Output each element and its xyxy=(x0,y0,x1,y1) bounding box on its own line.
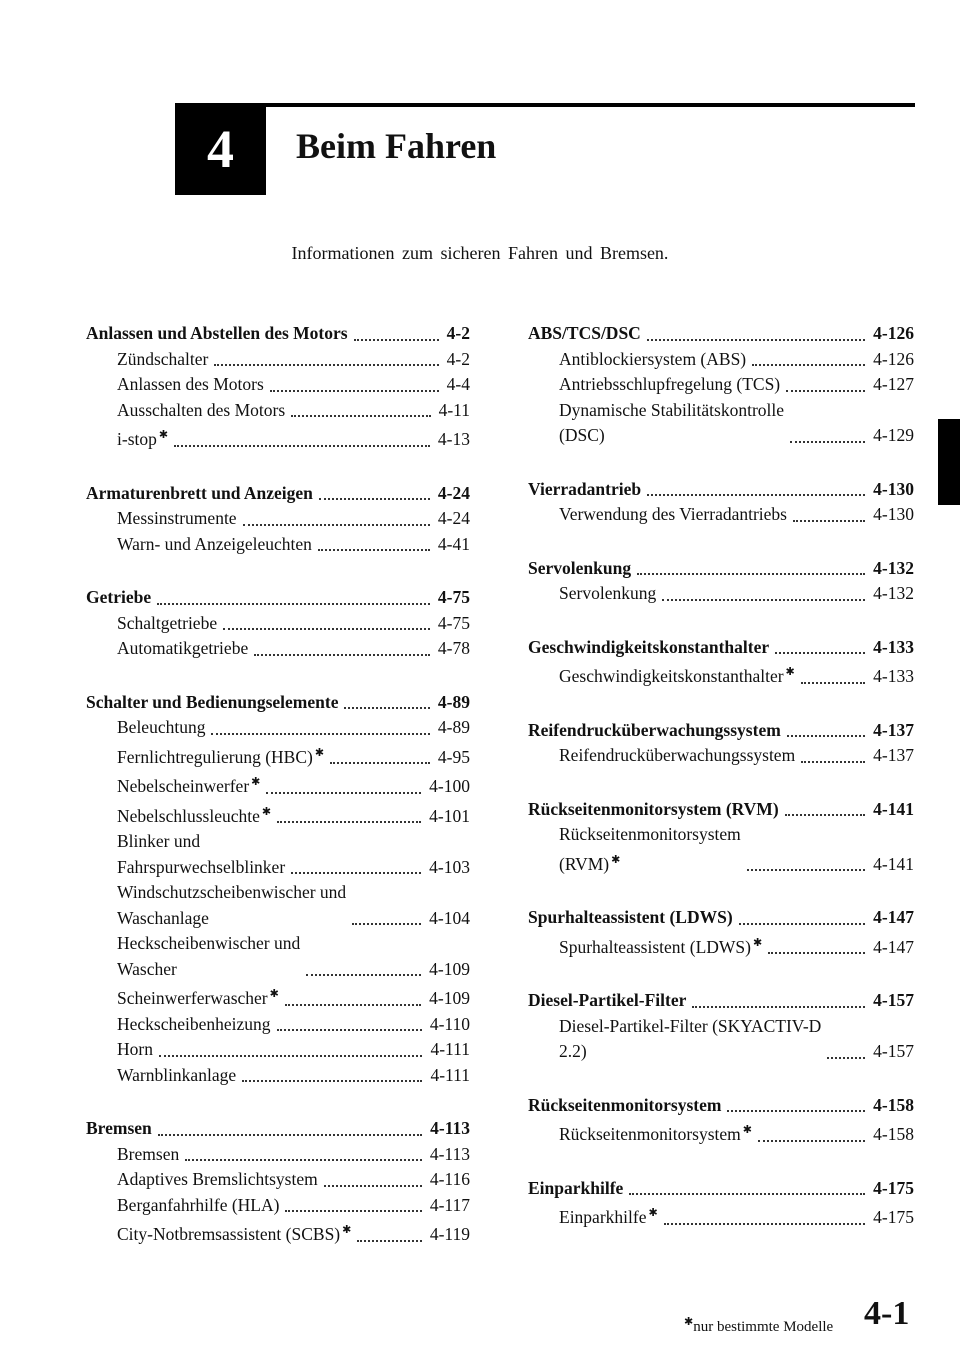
dot-leader xyxy=(214,364,438,366)
dot-leader xyxy=(785,814,866,816)
toc-entry-label xyxy=(117,636,248,662)
toc-entry[interactable] xyxy=(86,636,470,662)
toc-page-ref: 4-157 xyxy=(873,990,914,1010)
dot-leader xyxy=(647,339,865,341)
toc-right-column xyxy=(528,321,914,1259)
toc-section xyxy=(528,635,914,690)
toc-entry[interactable] xyxy=(528,1014,914,1065)
toc-entry-label xyxy=(559,822,741,877)
toc-entry-label xyxy=(117,423,168,453)
toc-label-text: Spurhalteassistent (LDWS) xyxy=(528,907,733,927)
toc-page-ref: 4-129 xyxy=(873,425,914,445)
dot-leader xyxy=(801,761,865,763)
toc-page-ref: 4-158 xyxy=(873,1124,914,1144)
dot-leader xyxy=(727,1110,865,1112)
toc-entry[interactable] xyxy=(528,822,914,877)
toc-page-ref: 4-89 xyxy=(437,691,470,712)
toc-entry-label xyxy=(559,1118,752,1148)
toc-entry[interactable] xyxy=(86,1142,470,1168)
dot-leader xyxy=(285,1004,421,1006)
toc-section-title xyxy=(528,988,686,1014)
toc-section-title xyxy=(528,905,733,931)
toc-section xyxy=(86,690,470,1089)
toc-page-ref: 4-41 xyxy=(437,533,470,554)
toc-page-ref: 4-89 xyxy=(437,717,470,737)
asterisk-icon: ✱ xyxy=(251,776,261,788)
toc-entry[interactable] xyxy=(86,1193,470,1219)
toc-label-text: Antriebsschlupfregelung (TCS) xyxy=(559,374,781,394)
toc-label-text: Anlassen des Motors xyxy=(117,374,264,394)
toc-label-text: Schaltgetriebe xyxy=(117,612,218,633)
toc-page-ref: 4-137 xyxy=(873,745,914,765)
toc-label-text: Rückseitenmonitorsystem (RVM) xyxy=(559,824,741,874)
toc-entry-label xyxy=(117,1063,236,1089)
dot-leader xyxy=(758,1140,865,1142)
toc-label-text: Nebelscheinwerfer xyxy=(117,776,250,796)
toc-page-ref: 4-175 xyxy=(873,1207,914,1227)
toc-label-text: Einparkhilfe xyxy=(528,1177,624,1198)
toc-entry-label xyxy=(559,581,656,607)
toc-section xyxy=(528,1176,914,1231)
toc-section-heading[interactable] xyxy=(528,635,914,661)
dot-leader xyxy=(211,733,429,735)
toc-section xyxy=(528,1093,914,1148)
toc-label-text: Rückseitenmonitorsystem (RVM) xyxy=(528,798,779,819)
toc-page-ref: 4-95 xyxy=(437,746,470,767)
dot-leader xyxy=(647,494,865,496)
toc-page-ref: 4-103 xyxy=(429,856,470,877)
toc-label-text: Bremsen xyxy=(86,1118,152,1138)
dot-leader xyxy=(285,1210,421,1212)
toc-label-text: Reifendrucküberwachungssystem xyxy=(528,719,781,740)
toc-section-heading[interactable] xyxy=(86,481,470,507)
toc-label-text: Antiblockiersystem (ABS) xyxy=(559,348,747,369)
dot-leader xyxy=(277,1029,422,1031)
toc-entry-label xyxy=(559,743,795,769)
toc-label-text: Windschutzscheibenwischer und Waschanlage xyxy=(117,882,347,928)
dot-leader xyxy=(223,628,430,630)
toc-page-ref: 4-141 xyxy=(873,853,914,874)
toc-section-title xyxy=(528,635,769,661)
page-number: 4-1 xyxy=(864,1295,910,1332)
toc-entry[interactable] xyxy=(528,931,914,961)
toc-entry-label xyxy=(117,1037,153,1063)
toc-section-title xyxy=(86,321,348,347)
toc-entry[interactable] xyxy=(86,1218,470,1248)
toc-page-ref: 4-147 xyxy=(873,936,914,957)
toc-entry[interactable] xyxy=(528,372,914,398)
toc-entry-label xyxy=(117,398,285,424)
dot-leader xyxy=(254,654,430,656)
toc-section-heading[interactable] xyxy=(528,1093,914,1119)
toc-section-title xyxy=(528,1093,721,1119)
toc-page-ref: 4-133 xyxy=(873,636,914,657)
toc-section-heading[interactable] xyxy=(528,797,914,823)
toc-entry[interactable] xyxy=(528,1118,914,1148)
toc-page-ref: 4-111 xyxy=(430,1039,470,1059)
dot-leader xyxy=(775,652,865,654)
toc-label-text: Diesel-Partikel-Filter (SKYACTIV-D 2.2) xyxy=(559,1015,822,1061)
dot-leader xyxy=(291,872,421,874)
toc-page-ref: 4-126 xyxy=(873,348,914,369)
toc-entry-label xyxy=(117,770,260,800)
toc-label-text: Scheinwerferwascher xyxy=(117,988,268,1008)
toc-entry-label xyxy=(117,1218,351,1248)
toc-page-ref: 4-117 xyxy=(429,1194,470,1215)
toc-page-ref: 4-104 xyxy=(429,907,470,928)
toc-label-text: Einparkhilfe xyxy=(559,1207,647,1227)
dot-leader xyxy=(354,339,439,341)
asterisk-icon: ✱ xyxy=(752,936,763,949)
toc-section-heading[interactable] xyxy=(86,690,470,716)
dot-leader xyxy=(291,415,430,417)
dot-leader xyxy=(662,599,865,601)
toc-label-text: ABS/TCS/DSC xyxy=(528,323,641,343)
toc-page-ref: 4-113 xyxy=(430,1118,470,1138)
asterisk-icon: ✱ xyxy=(158,429,169,441)
toc-entry-label xyxy=(117,1012,271,1038)
dot-leader xyxy=(344,707,429,709)
toc-label-text: Blinker und Fahrspurwechselblinker xyxy=(117,831,286,877)
toc-section-title xyxy=(86,585,151,611)
toc-section-title xyxy=(528,556,631,582)
toc-section-title xyxy=(86,690,338,716)
toc-entry-label xyxy=(117,931,300,982)
toc-label-text: Rückseitenmonitorsystem xyxy=(559,1124,741,1144)
toc-entry[interactable] xyxy=(86,770,470,800)
toc-label-text: Geschwindigkeitskonstanthalter xyxy=(528,636,770,657)
toc-entry[interactable] xyxy=(86,1037,470,1063)
toc-section-title xyxy=(86,481,313,507)
toc-page-ref: 4-175 xyxy=(873,1177,914,1198)
toc-section-heading[interactable] xyxy=(86,1116,470,1142)
toc-section-title xyxy=(86,1116,152,1142)
toc-label-text: Bremsen xyxy=(117,1143,180,1164)
toc-label-text: Servolenkung xyxy=(528,557,632,578)
asterisk-icon: ✱ xyxy=(269,988,279,1000)
toc-entry-label xyxy=(117,982,279,1012)
toc-section xyxy=(528,905,914,960)
toc-entry[interactable] xyxy=(86,982,470,1012)
toc-page-ref: 4-78 xyxy=(437,638,470,658)
toc-entry-label xyxy=(117,372,264,398)
toc-entry-label xyxy=(559,931,762,961)
toc-entry[interactable] xyxy=(86,398,470,424)
dot-leader xyxy=(159,1055,423,1057)
dot-leader xyxy=(692,1006,865,1008)
toc-entry[interactable] xyxy=(86,611,470,637)
toc-page-ref: 4-109 xyxy=(429,988,470,1008)
toc-page-ref: 4-13 xyxy=(437,429,470,449)
toc-page-ref: 4-141 xyxy=(873,798,914,819)
dot-leader xyxy=(277,821,421,823)
toc-entry[interactable] xyxy=(86,931,470,982)
toc-entry-label xyxy=(117,347,208,373)
toc-section xyxy=(528,477,914,528)
toc-page-ref: 4-126 xyxy=(873,323,914,343)
toc-entry[interactable] xyxy=(86,880,470,931)
toc-entry[interactable] xyxy=(86,1063,470,1089)
dot-leader xyxy=(319,498,430,500)
toc-section-heading[interactable] xyxy=(528,321,914,347)
toc-page-ref: 4-130 xyxy=(873,478,914,499)
toc-entry-label xyxy=(559,660,795,690)
toc-section xyxy=(528,797,914,878)
toc-page-ref: 4-113 xyxy=(429,1143,470,1164)
toc-page-ref: 4-24 xyxy=(437,508,470,528)
dot-leader xyxy=(786,390,865,392)
toc-entry[interactable] xyxy=(86,741,470,771)
dot-leader xyxy=(629,1193,865,1195)
toc-entry-label xyxy=(117,880,346,931)
dot-leader xyxy=(306,974,421,976)
toc-label-text: Zündschalter xyxy=(117,348,209,369)
chapter-number: 4 xyxy=(207,119,234,179)
toc-page-ref: 4-119 xyxy=(429,1224,470,1244)
toc-label-text: Warnblinkanlage xyxy=(117,1064,237,1085)
toc-page-ref: 4-127 xyxy=(873,374,914,394)
toc-label-text: Berganfahrhilfe (HLA) xyxy=(117,1194,280,1215)
toc-label-text: Horn xyxy=(117,1039,153,1059)
dot-leader xyxy=(266,792,421,794)
toc-section-title xyxy=(528,797,779,823)
toc-entry-label xyxy=(117,829,285,880)
toc-section-heading[interactable] xyxy=(86,321,470,347)
toc-entry-label xyxy=(117,1167,318,1193)
dot-leader xyxy=(324,1185,422,1187)
toc-label-text: i-stop xyxy=(117,429,157,449)
toc-label-text: Dynamische Stabilitätskontrolle (DSC) xyxy=(559,399,785,445)
dot-leader xyxy=(357,1240,421,1242)
toc-label-text: Schalter und Bedienungselemente xyxy=(86,691,339,712)
toc-section xyxy=(86,1116,470,1248)
toc-entry-label xyxy=(117,611,217,637)
toc-page-ref: 4-158 xyxy=(873,1094,914,1115)
toc-section-title xyxy=(528,718,781,744)
toc-section xyxy=(86,321,470,453)
toc-entry[interactable] xyxy=(86,372,470,398)
toc-section xyxy=(528,718,914,769)
toc-page-ref: 4-137 xyxy=(873,719,914,740)
chapter-title: Beim Fahren xyxy=(296,126,497,166)
toc-label-text: Armaturenbrett und Anzeigen xyxy=(86,482,313,503)
footer-note-text: nur bestimmte Modelle xyxy=(693,1319,834,1335)
toc-label-text: Adaptives Bremslichtsystem xyxy=(117,1169,318,1189)
toc-label-text: Vierradantrieb xyxy=(528,478,642,499)
dot-leader xyxy=(158,1134,422,1136)
toc-section-heading[interactable] xyxy=(528,556,914,582)
dot-leader xyxy=(243,524,430,526)
toc-page-ref: 4-101 xyxy=(429,805,470,826)
dot-leader xyxy=(157,603,430,605)
toc-section-heading[interactable] xyxy=(528,988,914,1014)
asterisk-icon: ✱ xyxy=(261,805,272,818)
asterisk-icon: ✱ xyxy=(742,1124,753,1136)
toc-page-ref: 4-133 xyxy=(873,666,914,686)
toc-label-text: Ausschalten des Motors xyxy=(117,399,286,420)
chapter-thumb-tab xyxy=(938,419,960,505)
toc-page-ref: 4-132 xyxy=(873,557,914,578)
dot-leader xyxy=(242,1080,422,1082)
dot-leader xyxy=(318,549,430,551)
toc-label-text: Getriebe xyxy=(86,587,152,607)
dot-leader xyxy=(664,1223,865,1225)
toc-label-text: Nebelschlussleuchte xyxy=(117,805,260,826)
toc-entry[interactable] xyxy=(86,423,470,453)
toc-entry-label xyxy=(117,532,312,558)
toc-entry-label xyxy=(559,398,784,449)
toc-entry-label xyxy=(559,502,787,528)
toc-entry[interactable] xyxy=(86,829,470,880)
toc-entry-label xyxy=(559,372,780,398)
toc-label-text: Beleuchtung xyxy=(117,717,206,737)
toc-page-ref: 4-157 xyxy=(873,1041,914,1061)
asterisk-icon: ✱ xyxy=(342,1224,352,1236)
toc-section-heading[interactable] xyxy=(528,905,914,931)
toc-page-ref: 4-109 xyxy=(429,958,470,979)
toc-label-text: Diesel-Partikel-Filter xyxy=(528,990,687,1010)
toc-entry[interactable] xyxy=(86,532,470,558)
dot-leader xyxy=(330,762,430,764)
dot-leader xyxy=(790,441,865,443)
toc-section-heading[interactable] xyxy=(528,477,914,503)
toc-section-heading[interactable] xyxy=(528,1176,914,1202)
asterisk-icon: ✱ xyxy=(314,746,325,759)
toc-label-text: Reifendrucküberwachungssystem xyxy=(559,745,796,765)
asterisk-icon: ✱ xyxy=(648,1207,658,1219)
toc-section-heading[interactable] xyxy=(86,585,470,611)
toc-entry[interactable] xyxy=(528,398,914,449)
dot-leader xyxy=(793,520,865,522)
header-rule xyxy=(175,103,915,107)
toc-entry-label xyxy=(117,800,271,830)
toc-entry[interactable] xyxy=(86,800,470,830)
toc-page-ref: 4-11 xyxy=(438,399,470,420)
asterisk-icon: ✱ xyxy=(611,853,621,866)
toc-entry-label xyxy=(559,347,746,373)
dot-leader xyxy=(827,1057,865,1059)
dot-leader xyxy=(174,445,430,447)
toc-label-text: City-Notbremsassistent (SCBS) xyxy=(117,1224,341,1244)
dot-leader xyxy=(270,390,439,392)
toc-page-ref: 4-4 xyxy=(446,374,470,394)
toc-entry[interactable] xyxy=(528,660,914,690)
toc-page-ref: 4-116 xyxy=(429,1169,470,1189)
toc-label-text: Rückseitenmonitorsystem xyxy=(528,1094,722,1115)
asterisk-icon: ✱ xyxy=(684,1316,694,1328)
toc-entry[interactable] xyxy=(528,581,914,607)
toc-entry-label xyxy=(117,741,324,771)
toc-page-ref: 4-130 xyxy=(873,504,914,524)
toc-entry-label xyxy=(559,1201,658,1231)
dot-leader xyxy=(752,364,865,366)
toc-section-title xyxy=(528,321,641,347)
footer-note xyxy=(682,1315,833,1336)
dot-leader xyxy=(787,735,865,737)
dot-leader xyxy=(352,923,421,925)
dot-leader xyxy=(739,923,865,925)
toc-entry[interactable] xyxy=(86,1167,470,1193)
toc-label-text: Fernlichtregulierung (HBC) xyxy=(117,746,313,767)
toc-page-ref: 4-110 xyxy=(429,1013,470,1034)
toc-label-text: Servolenkung xyxy=(559,583,657,603)
toc-page-ref: 4-111 xyxy=(430,1064,470,1085)
toc-entry[interactable] xyxy=(528,1201,914,1231)
asterisk-icon: ✱ xyxy=(785,666,795,678)
toc-label-text: Automatikgetriebe xyxy=(117,638,249,658)
toc-page-ref: 4-75 xyxy=(437,612,470,633)
toc-page-ref: 4-100 xyxy=(429,776,470,796)
toc-entry-label xyxy=(117,715,205,741)
toc-entry-label xyxy=(117,506,237,532)
toc-entry[interactable] xyxy=(528,347,914,373)
chapter-subtitle: Informationen zum sicheren Fahren und Bremsen. xyxy=(291,243,669,263)
dot-leader xyxy=(637,573,865,575)
toc-label-text: Warn- und Anzeigeleuchten xyxy=(117,533,312,554)
toc-section-title xyxy=(528,477,641,503)
dot-leader xyxy=(768,952,865,954)
toc-page-ref: 4-24 xyxy=(437,482,470,503)
toc-page-ref: 4-147 xyxy=(873,907,914,927)
dot-leader xyxy=(747,869,865,871)
toc-entry-label xyxy=(117,1193,279,1219)
toc-entry[interactable] xyxy=(528,502,914,528)
toc-entry-label xyxy=(559,1014,821,1065)
chapter-number-box xyxy=(175,103,266,195)
toc-page-ref: 4-75 xyxy=(437,587,470,607)
toc-label-text: Messinstrumente xyxy=(117,508,237,528)
toc-label-text: Heckscheibenheizung xyxy=(117,1013,271,1034)
toc-section-heading[interactable] xyxy=(528,718,914,744)
toc-entry[interactable] xyxy=(86,506,470,532)
toc-label-text: Verwendung des Vierradantriebs xyxy=(559,504,787,524)
dot-leader xyxy=(801,682,865,684)
toc-label-text: Anlassen und Abstellen des Motors xyxy=(86,323,348,343)
toc-section xyxy=(86,585,470,662)
toc-section xyxy=(528,988,914,1065)
toc-label-text: Heckscheibenwischer und Wascher xyxy=(117,933,301,979)
toc-page-ref: 4-132 xyxy=(873,583,914,603)
toc-section xyxy=(528,556,914,607)
toc-section xyxy=(86,481,470,558)
toc-entry[interactable] xyxy=(86,1012,470,1038)
toc-label-text: Geschwindigkeitskonstanthalter xyxy=(559,666,784,686)
toc-entry[interactable] xyxy=(86,715,470,741)
dot-leader xyxy=(185,1159,422,1161)
toc-section-title xyxy=(528,1176,623,1202)
toc-entry-label xyxy=(117,1142,179,1168)
toc-section xyxy=(528,321,914,449)
toc-entry[interactable] xyxy=(86,347,470,373)
toc-page-ref: 4-2 xyxy=(446,323,470,343)
toc-entry[interactable] xyxy=(528,743,914,769)
toc-left-column xyxy=(86,321,470,1276)
toc-label-text: Spurhalteassistent (LDWS) xyxy=(559,936,751,957)
toc-page-ref: 4-2 xyxy=(446,348,470,369)
